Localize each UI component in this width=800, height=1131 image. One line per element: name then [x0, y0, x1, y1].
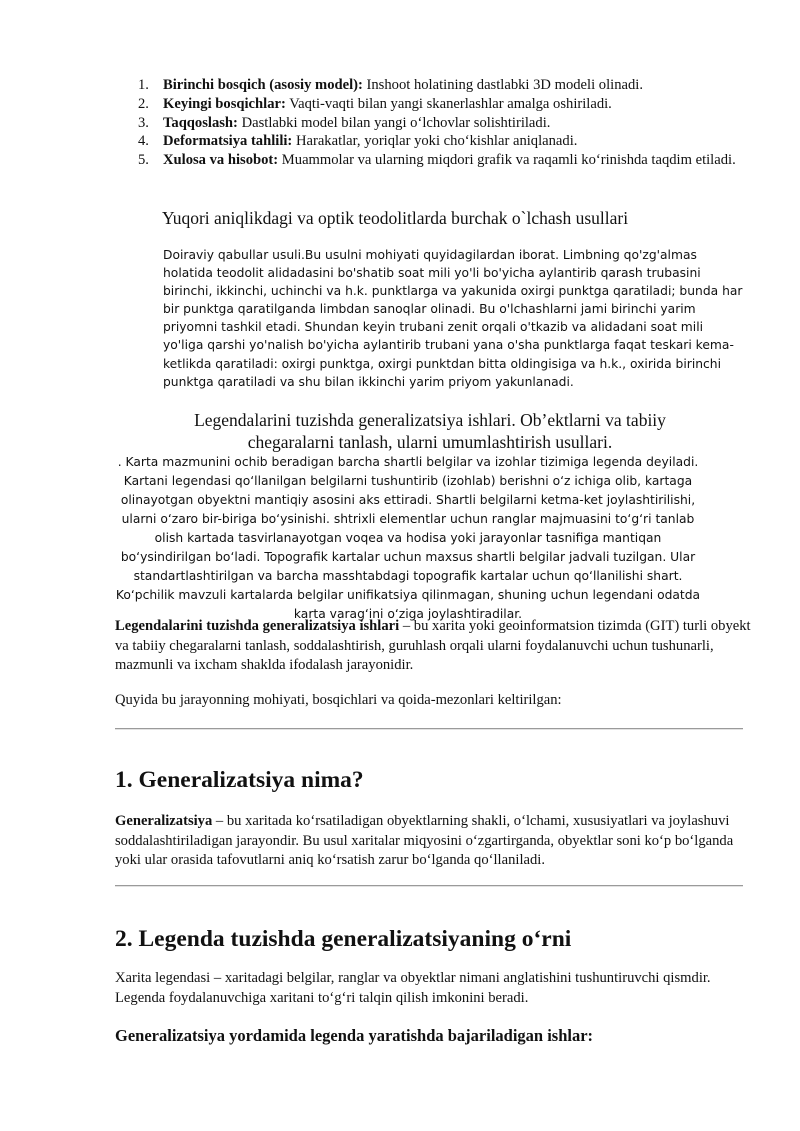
section-subheading: Generalizatsiya yordamida legenda yaratishda bajariladigan ishlar:: [115, 1026, 594, 1045]
list-text: Muammolar va ularning miqdori grafik va raqamli ko‘rinishda taqdim etiladi.: [278, 152, 736, 169]
list-item: [138, 132, 738, 151]
steps-list: [138, 76, 738, 170]
list-term: Birinchi bosqich (asosiy model):: [163, 77, 363, 93]
list-item: [138, 95, 738, 114]
list-term: Taqqoslash:: [163, 114, 238, 131]
list-number: 3.: [138, 114, 149, 131]
list-item: [138, 114, 738, 133]
section-term: Generalizatsiya: [115, 813, 213, 829]
horizontal-divider: [115, 728, 743, 730]
legend-heading: Legendalarini tuzishda generalizatsiya ishlari. Ob’ektlarni va tabiiy chegaralarni tanlash, ularni umumlashtirish usullari.: [194, 410, 666, 452]
list-term: Xulosa va hisobot:: [163, 152, 279, 169]
section-paragraph: Xarita legendasi – xaritadagi belgilar, ranglar va obyektlar nimani anglatishini tushuntiruvchi qismdir. Legenda foydalanuvchiga xaritani to‘g‘ri talqin qilish imkonini beradi.: [115, 970, 711, 1006]
section-text: – bu xaritada ko‘rsatiladigan obyektlarning shakli, o‘lchami, xususiyatlari va joylashuvi soddalashtiriladigan jarayondir. Bu usul xaritalar miqyosini o‘zgartirganda, obyektlar soni ko‘p bo‘lganda yoki ular orasida tafovutlarni aniq ko‘rsatish zarur bo‘lganda qo‘llaniladi.: [115, 813, 734, 868]
definition-text: – bu xarita yoki geoinformatsion tizimda (GIT) turli obyekt va tabiiy chegaralarni tanlash, soddalashtirish, guruhlash orqali ularni foydalanuvchi uchun tushunarli, mazmunli va ixcham shaklda ifodalash jarayonidir.: [115, 618, 751, 673]
list-number: 5.: [138, 152, 149, 169]
list-text: Inshoot holatining dastlabki 3D modeli olinadi.: [362, 77, 643, 93]
list-number: 1.: [138, 77, 149, 93]
list-number: 2.: [138, 95, 149, 112]
list-text: Dastlabki model bilan yangi o‘lchovlar solishtiriladi.: [237, 114, 551, 131]
list-term: Keyingi bosqichlar:: [163, 95, 286, 112]
section-subheading: Yuqori aniqlikdagi va optik teodolitlarda burchak o`lchash usullari: [162, 208, 629, 228]
section-paragraph: [115, 812, 755, 871]
list-text: Harakatlar, yoriqlar yoki cho‘kishlar aniqlanadi.: [292, 133, 578, 150]
definition-term: Legendalarini tuzishda generalizatsiya ishlari: [115, 618, 400, 634]
section-heading: 2. Legenda tuzishda generalizatsiyaning o‘rni: [115, 926, 572, 952]
list-number: 4.: [138, 133, 149, 150]
body-paragraph: . Karta mazmunini ochib beradigan barcha shartli belgilar va izohlar tizimiga legenda deyiladi. Kartani legendasi qo‘llanilgan belgilarni tushuntirib (izohlab) berishni o‘z ichiga olib, kartaga olinayotgan obyektni mantiqiy asosini aks ettiradi. Shartli belgilarni ketma-ket joylashtirilishi, ularni o‘zaro bir-biriga bo‘ysinishi. shtrixli elementlar uchun ranglar majmuasini to‘g‘ri tanlab olish kartada tasvirlanayotgan voqea va hodisa yoki jarayonlar tasnifiga mantiqan bo‘ysindirilgan bo‘ladi. Topografik kartalar uchun maxsus shartli belgilar jadvali tuzilgan. Ular standartlashtirilgan va barcha masshtabdagi topografik kartalar uchun qo‘llanilishi shart. Ko‘pchilik mavzuli kartalarda belgilar unifikatsiya qilinmagan, shuning uchun legendani odatda karta varag‘ini o‘ziga joylashtiradilar.: [115, 455, 701, 621]
list-item: [138, 76, 738, 95]
intro-paragraph: Quyida bu jarayonning mohiyati, bosqichlari va qoida-mezonlari keltirilgan:: [115, 692, 562, 708]
definition-paragraph: [115, 617, 755, 676]
list-item: [138, 151, 738, 170]
body-paragraph: Doiraviy qabullar usuli.Bu usulni mohiyati quyidagilardan iborat. Limbning qo'zg'almas holatida teodolit alidadasini bo'shatib soat mili yo'li bo'yicha aylantirib qarash trubasini birinchi, ikkinchi, uchinchi va h.k. punktlarga va yakunida oxirgi punktga qaratiladi; bunda har bir punktga qaratilganda limbdan sanoqlar olinadi. Bu o'lchashlarni jami birinchi yarim priyomni tashkil etadi. Shundan keyin trubani zenit orqali o'tkazib va alidadani soat mili yo'liga qarshi yo'nalish bo'yicha aylantirib trubani yana o'sha punktlarga faqat teskari kema-ketlikda qaratiladi: oxirgi punktga, oxirgi punktdan bitta oldingisiga va h.k., oxirida birinchi punktga qaratiladi va shu bilan ikkinchi yarim priyom yakunlanadi.: [163, 248, 743, 389]
list-term: Deformatsiya tahlili:: [163, 133, 293, 150]
list-text: Vaqti-vaqti bilan yangi skanerlashlar amalga oshiriladi.: [285, 95, 612, 112]
horizontal-divider: [115, 885, 743, 887]
section-heading: 1. Generalizatsiya nima?: [115, 767, 364, 793]
